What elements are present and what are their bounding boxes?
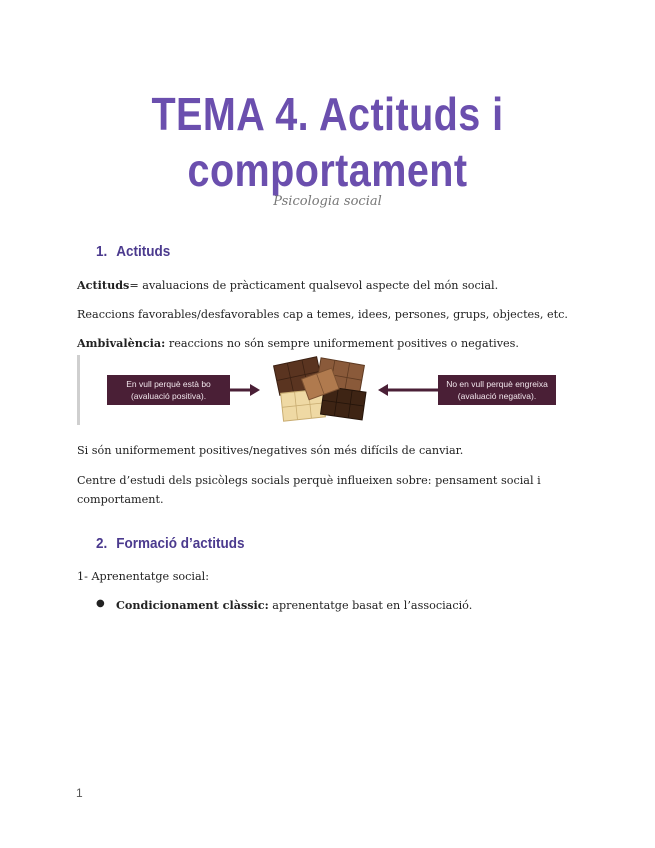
section-1-heading	[96, 243, 170, 260]
positive-label-line-1: En vull perquè està bo	[126, 379, 211, 389]
page-subtitle: Psicologia social	[273, 194, 382, 209]
definition-ambivalencia: reaccions no són sempre uniformement positives o negatives.	[165, 337, 519, 350]
arrow-right-icon	[230, 383, 260, 397]
arrow-left-icon	[378, 383, 438, 397]
bullet-icon: ●	[96, 598, 105, 609]
negative-evaluation-label	[438, 375, 556, 405]
definition-actituds: = avaluacions de pràcticament qualsevol aspecte del món social.	[129, 279, 499, 292]
definition-condicionament: aprenentatge basat en l’associació.	[268, 599, 473, 612]
negative-label-line-1: No en vull perquè engreixa	[446, 379, 548, 389]
term-condicionament: Condicionament clàssic:	[116, 598, 269, 612]
term-actituds: Actituds	[77, 278, 130, 292]
section-2-number: 2.	[96, 535, 108, 552]
page-number: 1	[76, 786, 83, 800]
paragraph-actituds	[77, 276, 577, 295]
ambivalence-figure	[77, 355, 558, 425]
paragraph-uniformement: Si són uniformement positives/negatives són més difícils de canviar.	[77, 444, 464, 457]
positive-label-line-2: (avaluació positiva).	[130, 391, 207, 401]
paragraph-centre-estudi: Centre d’estudi dels psicòlegs socials perquè influeixen sobre: pensament social i comportament.	[77, 474, 541, 506]
list-item-condicionament	[116, 596, 616, 615]
negative-label-line-2: (avaluació negativa).	[457, 391, 537, 401]
positive-evaluation-label	[107, 375, 230, 405]
paragraph-ambivalencia	[77, 334, 577, 353]
term-ambivalencia: Ambivalència:	[77, 336, 166, 350]
section-2-title: Formació d’actituds	[116, 535, 245, 552]
page-title	[46, 86, 609, 198]
chocolate-image	[268, 355, 372, 425]
section-1-title: Actituds	[116, 243, 171, 260]
title-line-2: comportament	[187, 144, 468, 196]
section-2-heading	[96, 535, 245, 552]
paragraph-reaccions: Reaccions favorables/desfavorables cap a temes, idees, persones, grups, objectes, etc.	[77, 308, 568, 321]
title-line-1: TEMA 4. Actituds i	[151, 88, 504, 140]
section-1-number: 1.	[96, 243, 108, 260]
paragraph-aprenentatge: 1- Aprenentatge social:	[77, 570, 210, 583]
